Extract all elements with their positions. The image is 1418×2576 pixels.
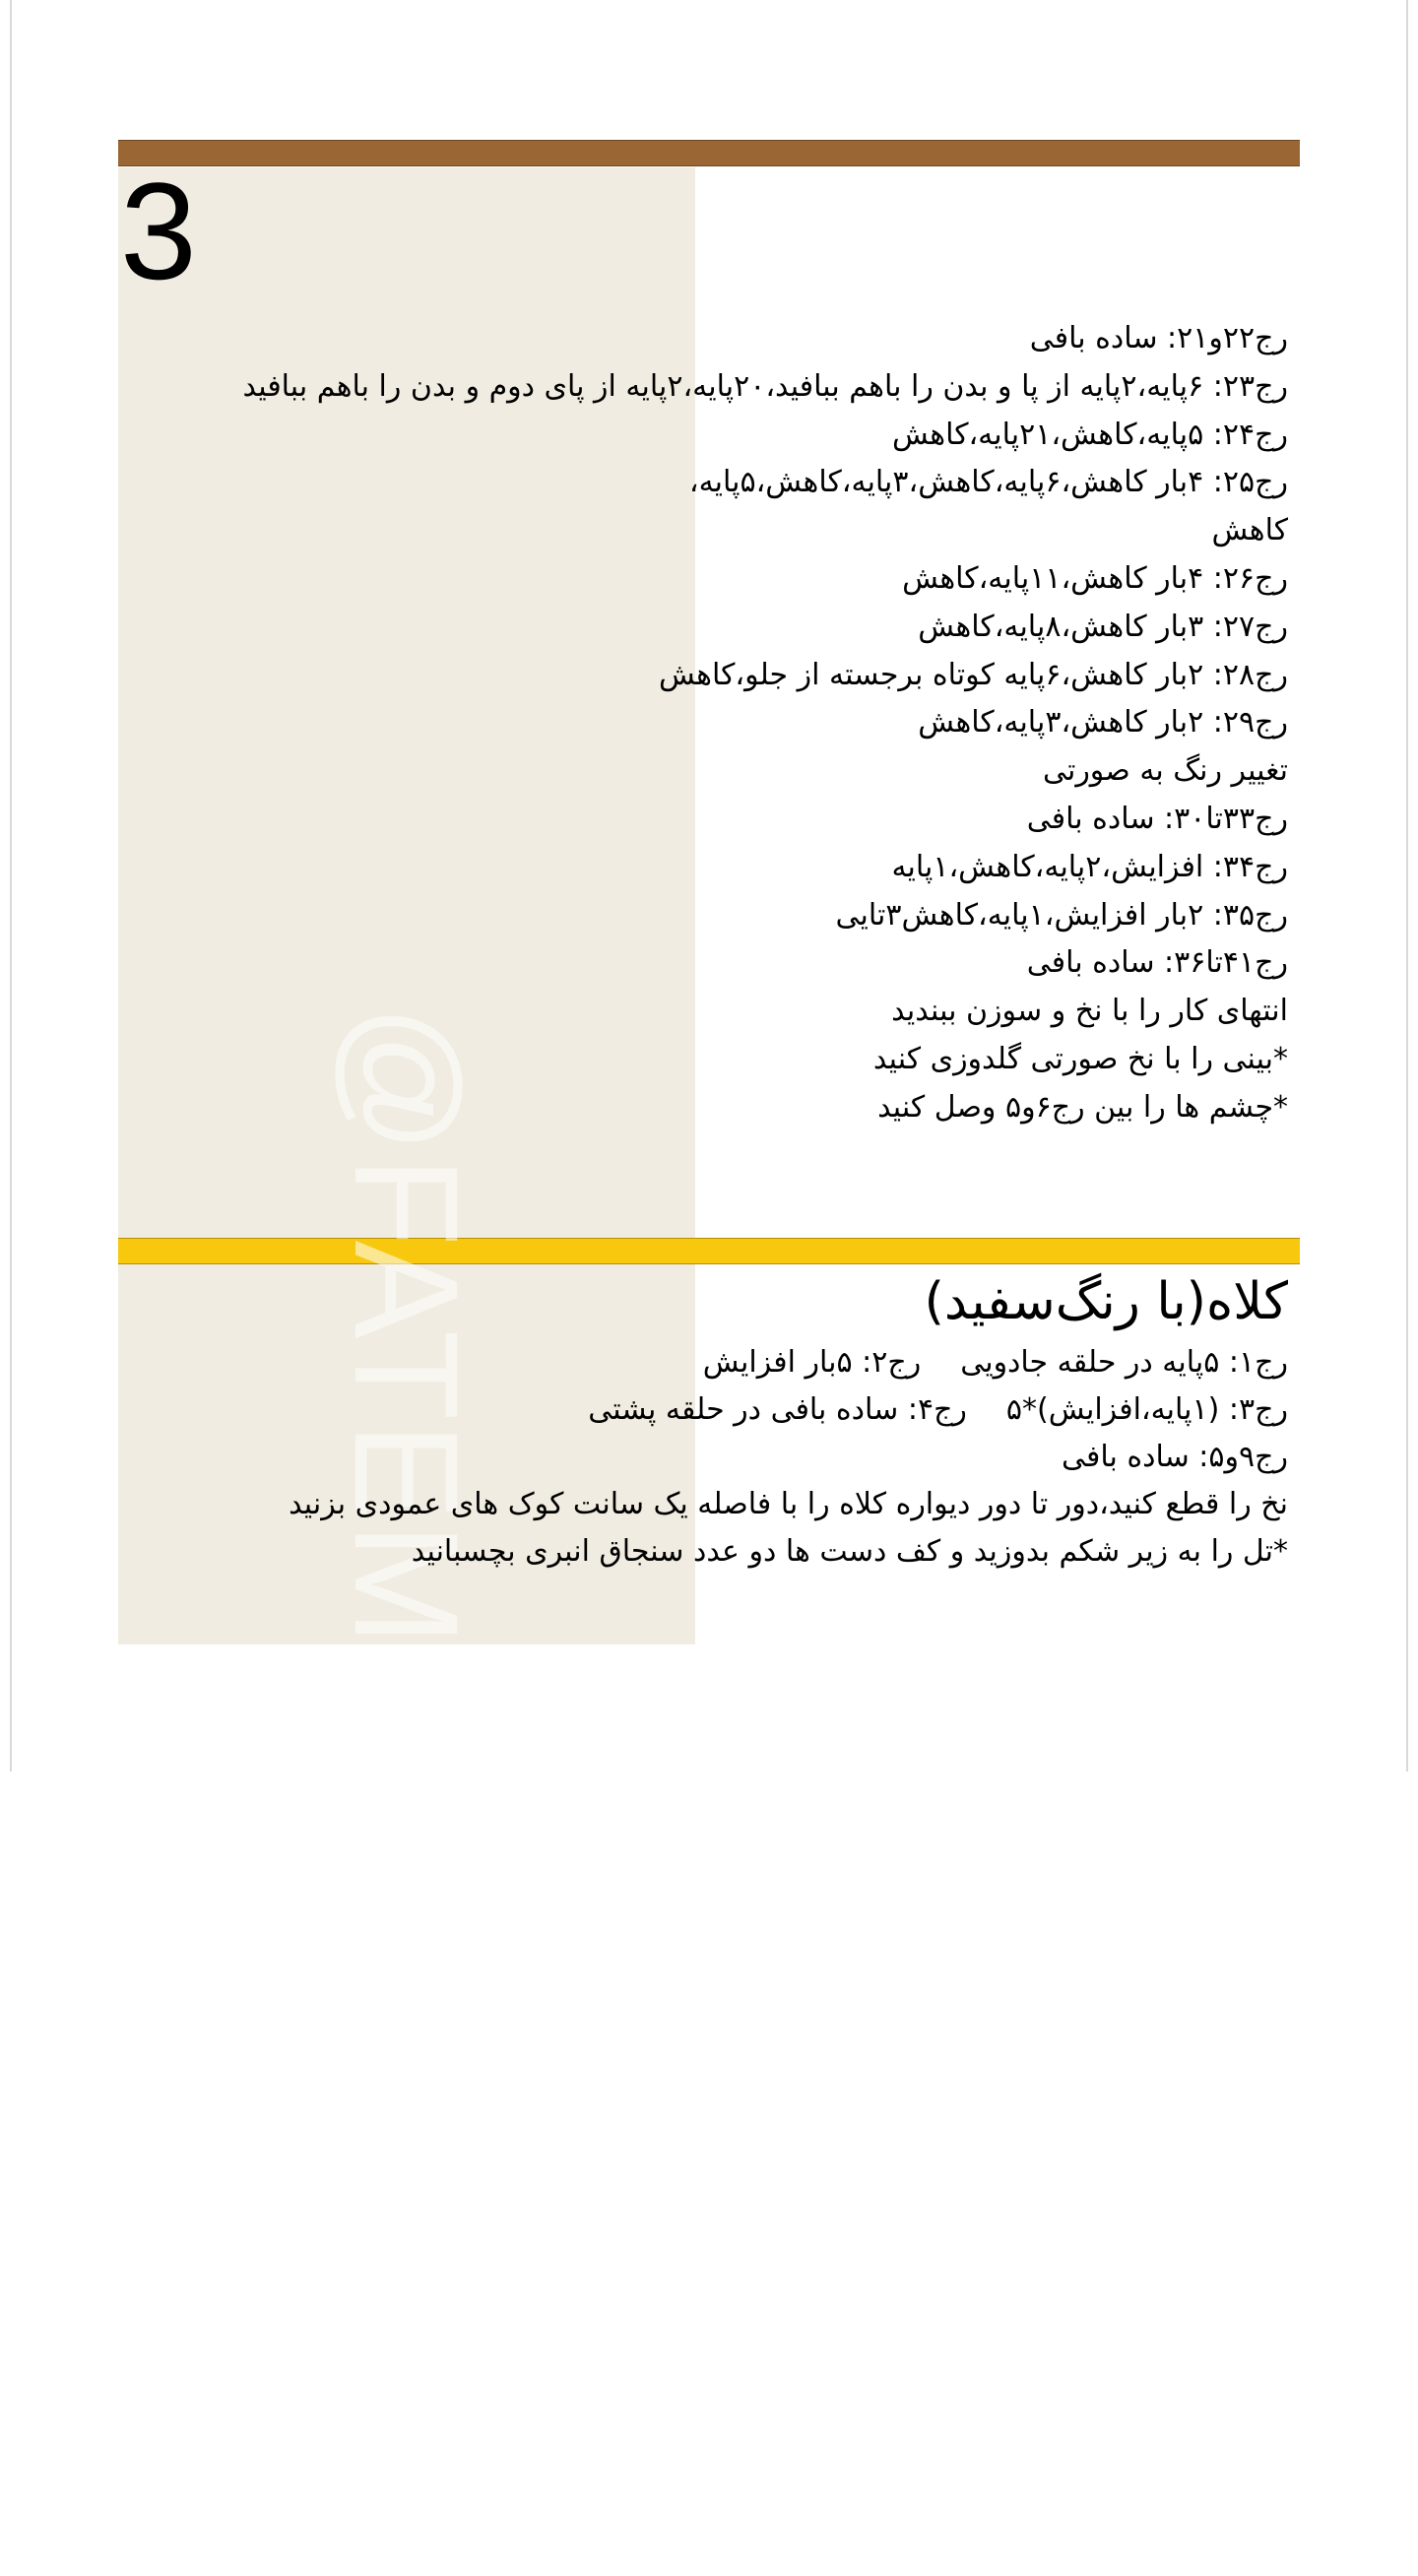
pattern-row: رج۲۵: ۴بار کاهش،۶پایه،کاهش،۳پایه،کاهش،۵پایه، bbox=[688, 465, 1288, 500]
pattern-row: رج۳۳تا۳۰: ساده بافی bbox=[1026, 801, 1288, 836]
pattern-row: رج۲۹: ۲بار کاهش،۳پایه،کاهش bbox=[918, 705, 1288, 741]
pattern-row: انتهای کار را با نخ و سوزن ببندید bbox=[891, 994, 1288, 1029]
pattern-row: رج۳۴: افزایش،۲پایه،کاهش،۱پایه bbox=[891, 849, 1288, 884]
pattern-row: کاهش bbox=[1211, 513, 1288, 548]
pattern-row: رج۲۶: ۴بار کاهش،۱۱پایه،کاهش bbox=[902, 560, 1288, 596]
hat-rows-section bbox=[67, 1339, 1288, 1576]
page-number: 3 bbox=[120, 154, 197, 308]
pattern-rows-section bbox=[67, 315, 1288, 1132]
page-edge-left bbox=[10, 0, 12, 1771]
pattern-row: تغییر رنگ به صورتی bbox=[1042, 753, 1288, 789]
hat-row-part: رج۳: (۱پایه،افزایش)*۵ bbox=[1005, 1392, 1288, 1427]
pattern-row: رج۲۳: ۶پایه،۲پایه از پا و بدن را باهم ببافید،۲۰پایه،۲پایه از پای دوم و بدن را باهم ببافید bbox=[242, 368, 1288, 404]
pattern-row: *چشم ها را بین رج۶و۵ وصل کنید bbox=[877, 1089, 1288, 1125]
hat-row: رج۹و۵: ساده بافی bbox=[1062, 1440, 1288, 1474]
hat-row-part: رج۲: ۵بار افزایش bbox=[702, 1345, 922, 1380]
hat-row: نخ را قطع کنید،دور تا دور دیواره کلاه را با فاصله یک سانت کوک های عمودی بزنید bbox=[289, 1487, 1288, 1521]
pattern-row: رج۲۲و۲۱: ساده بافی bbox=[1029, 321, 1288, 355]
pattern-row: رج۲۷: ۳بار کاهش،۸پایه،کاهش bbox=[918, 609, 1288, 644]
hat-row bbox=[67, 1386, 1288, 1434]
top-brown-divider-bar bbox=[118, 140, 1300, 166]
hat-row-part: رج۴: ساده بافی در حلقه پشتی bbox=[588, 1392, 967, 1427]
pattern-row: رج۳۵: ۲بار افزایش،۱پایه،کاهش۳تایی bbox=[835, 897, 1288, 933]
hat-row-part: رج۱: ۵پایه در حلقه جادویی bbox=[960, 1345, 1288, 1380]
pattern-row: *بینی را با نخ صورتی گلدوزی کنید bbox=[872, 1041, 1288, 1076]
page-edge-right bbox=[1406, 0, 1408, 1771]
hat-row: *تل را به زیر شکم بدوزید و کف دست ها دو عدد سنجاق انبری بچسبانید bbox=[411, 1534, 1288, 1569]
yellow-divider-bar bbox=[118, 1238, 1300, 1264]
watermark-text: @FATEME_CROCHET bbox=[324, 1004, 489, 2576]
pattern-row: رج۴۱تا۳۶: ساده بافی bbox=[1026, 945, 1288, 981]
hat-row bbox=[67, 1339, 1288, 1386]
hat-section-title: کلاه(با رنگ‌سفید) bbox=[924, 1272, 1288, 1331]
pattern-row: رج۲۴: ۵پایه،کاهش،۲۱پایه،کاهش bbox=[892, 417, 1288, 452]
pattern-row: رج۲۸: ۲بار کاهش،۶پایه کوتاه برجسته از جلو،کاهش bbox=[658, 657, 1288, 692]
